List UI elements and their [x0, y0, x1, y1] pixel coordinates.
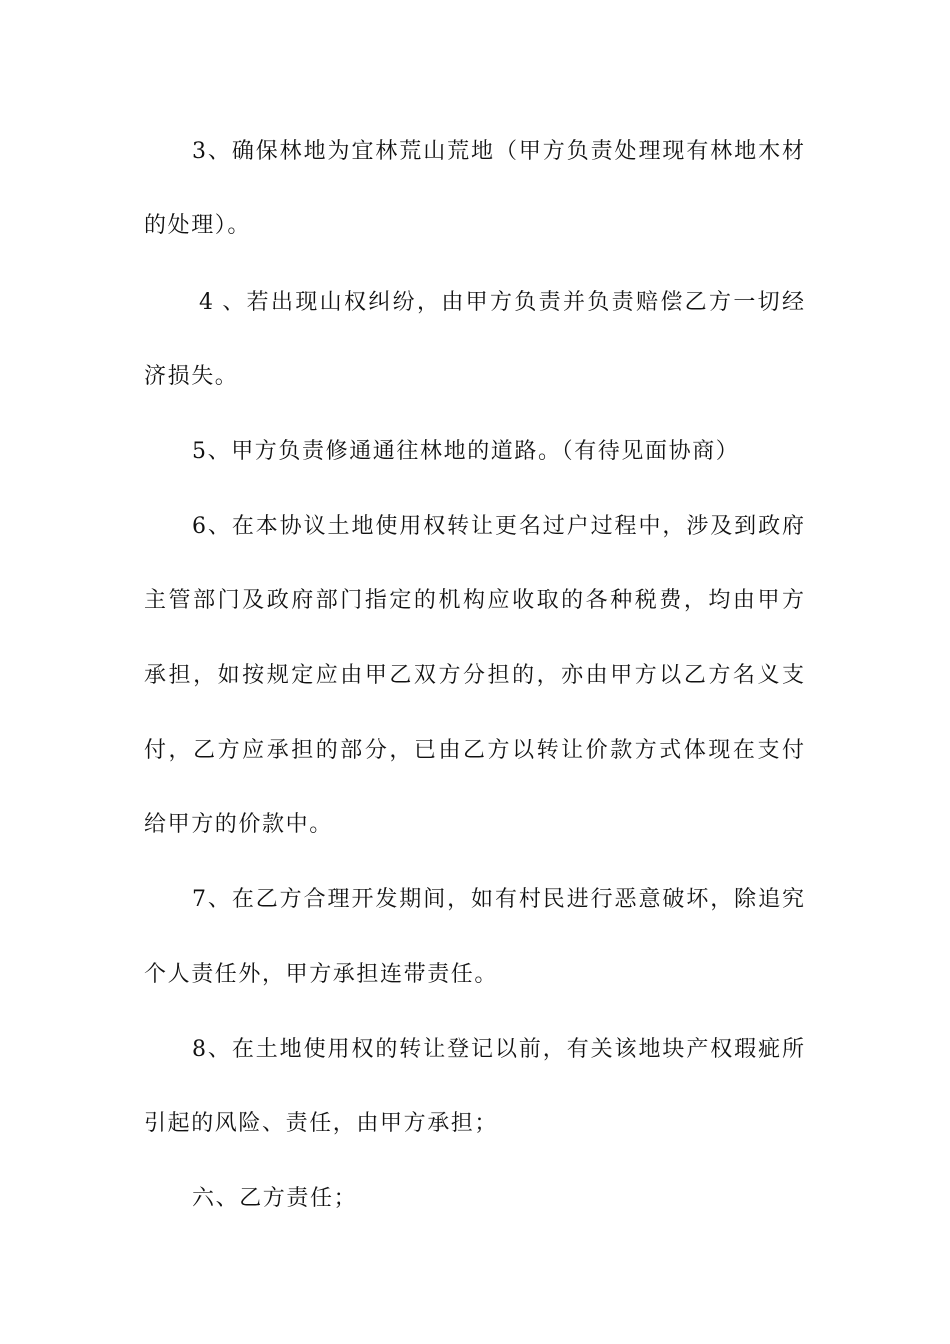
text-line-13: 8、在土地使用权的转让登记以前，有关该地块产权瑕疵所 — [192, 1037, 804, 1062]
text-line-11: 7、在乙方合理开发期间，如有村民进行恶意破坏，除追究 — [192, 887, 804, 912]
text-line-6: 6、在本协议土地使用权转让更名过户过程中，涉及到政府 — [192, 514, 804, 539]
text-line-7: 主管部门及政府部门指定的机构应收取的各种税费，均由甲方 — [144, 588, 804, 613]
text-line-14: 引起的风险、责任，由甲方承担； — [144, 1111, 499, 1136]
text-line-2: 的处理）。 — [144, 213, 252, 238]
text-line-9: 付，乙方应承担的部分，已由乙方以转让价款方式体现在支付 — [144, 738, 804, 763]
text-line-4: 济损失。 — [144, 364, 239, 389]
text-line-1: 3、确保林地为宜林荒山荒地（甲方负责处理现有林地木材 — [192, 139, 804, 164]
text-line-10: 给甲方的价款中。 — [144, 812, 333, 837]
text-line-3: 4 、若出现山权纠纷，由甲方负责并负责赔偿乙方一切经 — [199, 290, 804, 315]
text-line-12: 个人责任外，甲方承担连带责任。 — [144, 962, 499, 987]
section-heading: 六、乙方责任； — [192, 1186, 358, 1211]
text-line-8: 承担，如按规定应由甲乙双方分担的，亦由甲方以乙方名义支 — [144, 663, 804, 688]
text-line-5: 5、甲方负责修通通往林地的道路。（有待见面协商） — [192, 439, 740, 464]
